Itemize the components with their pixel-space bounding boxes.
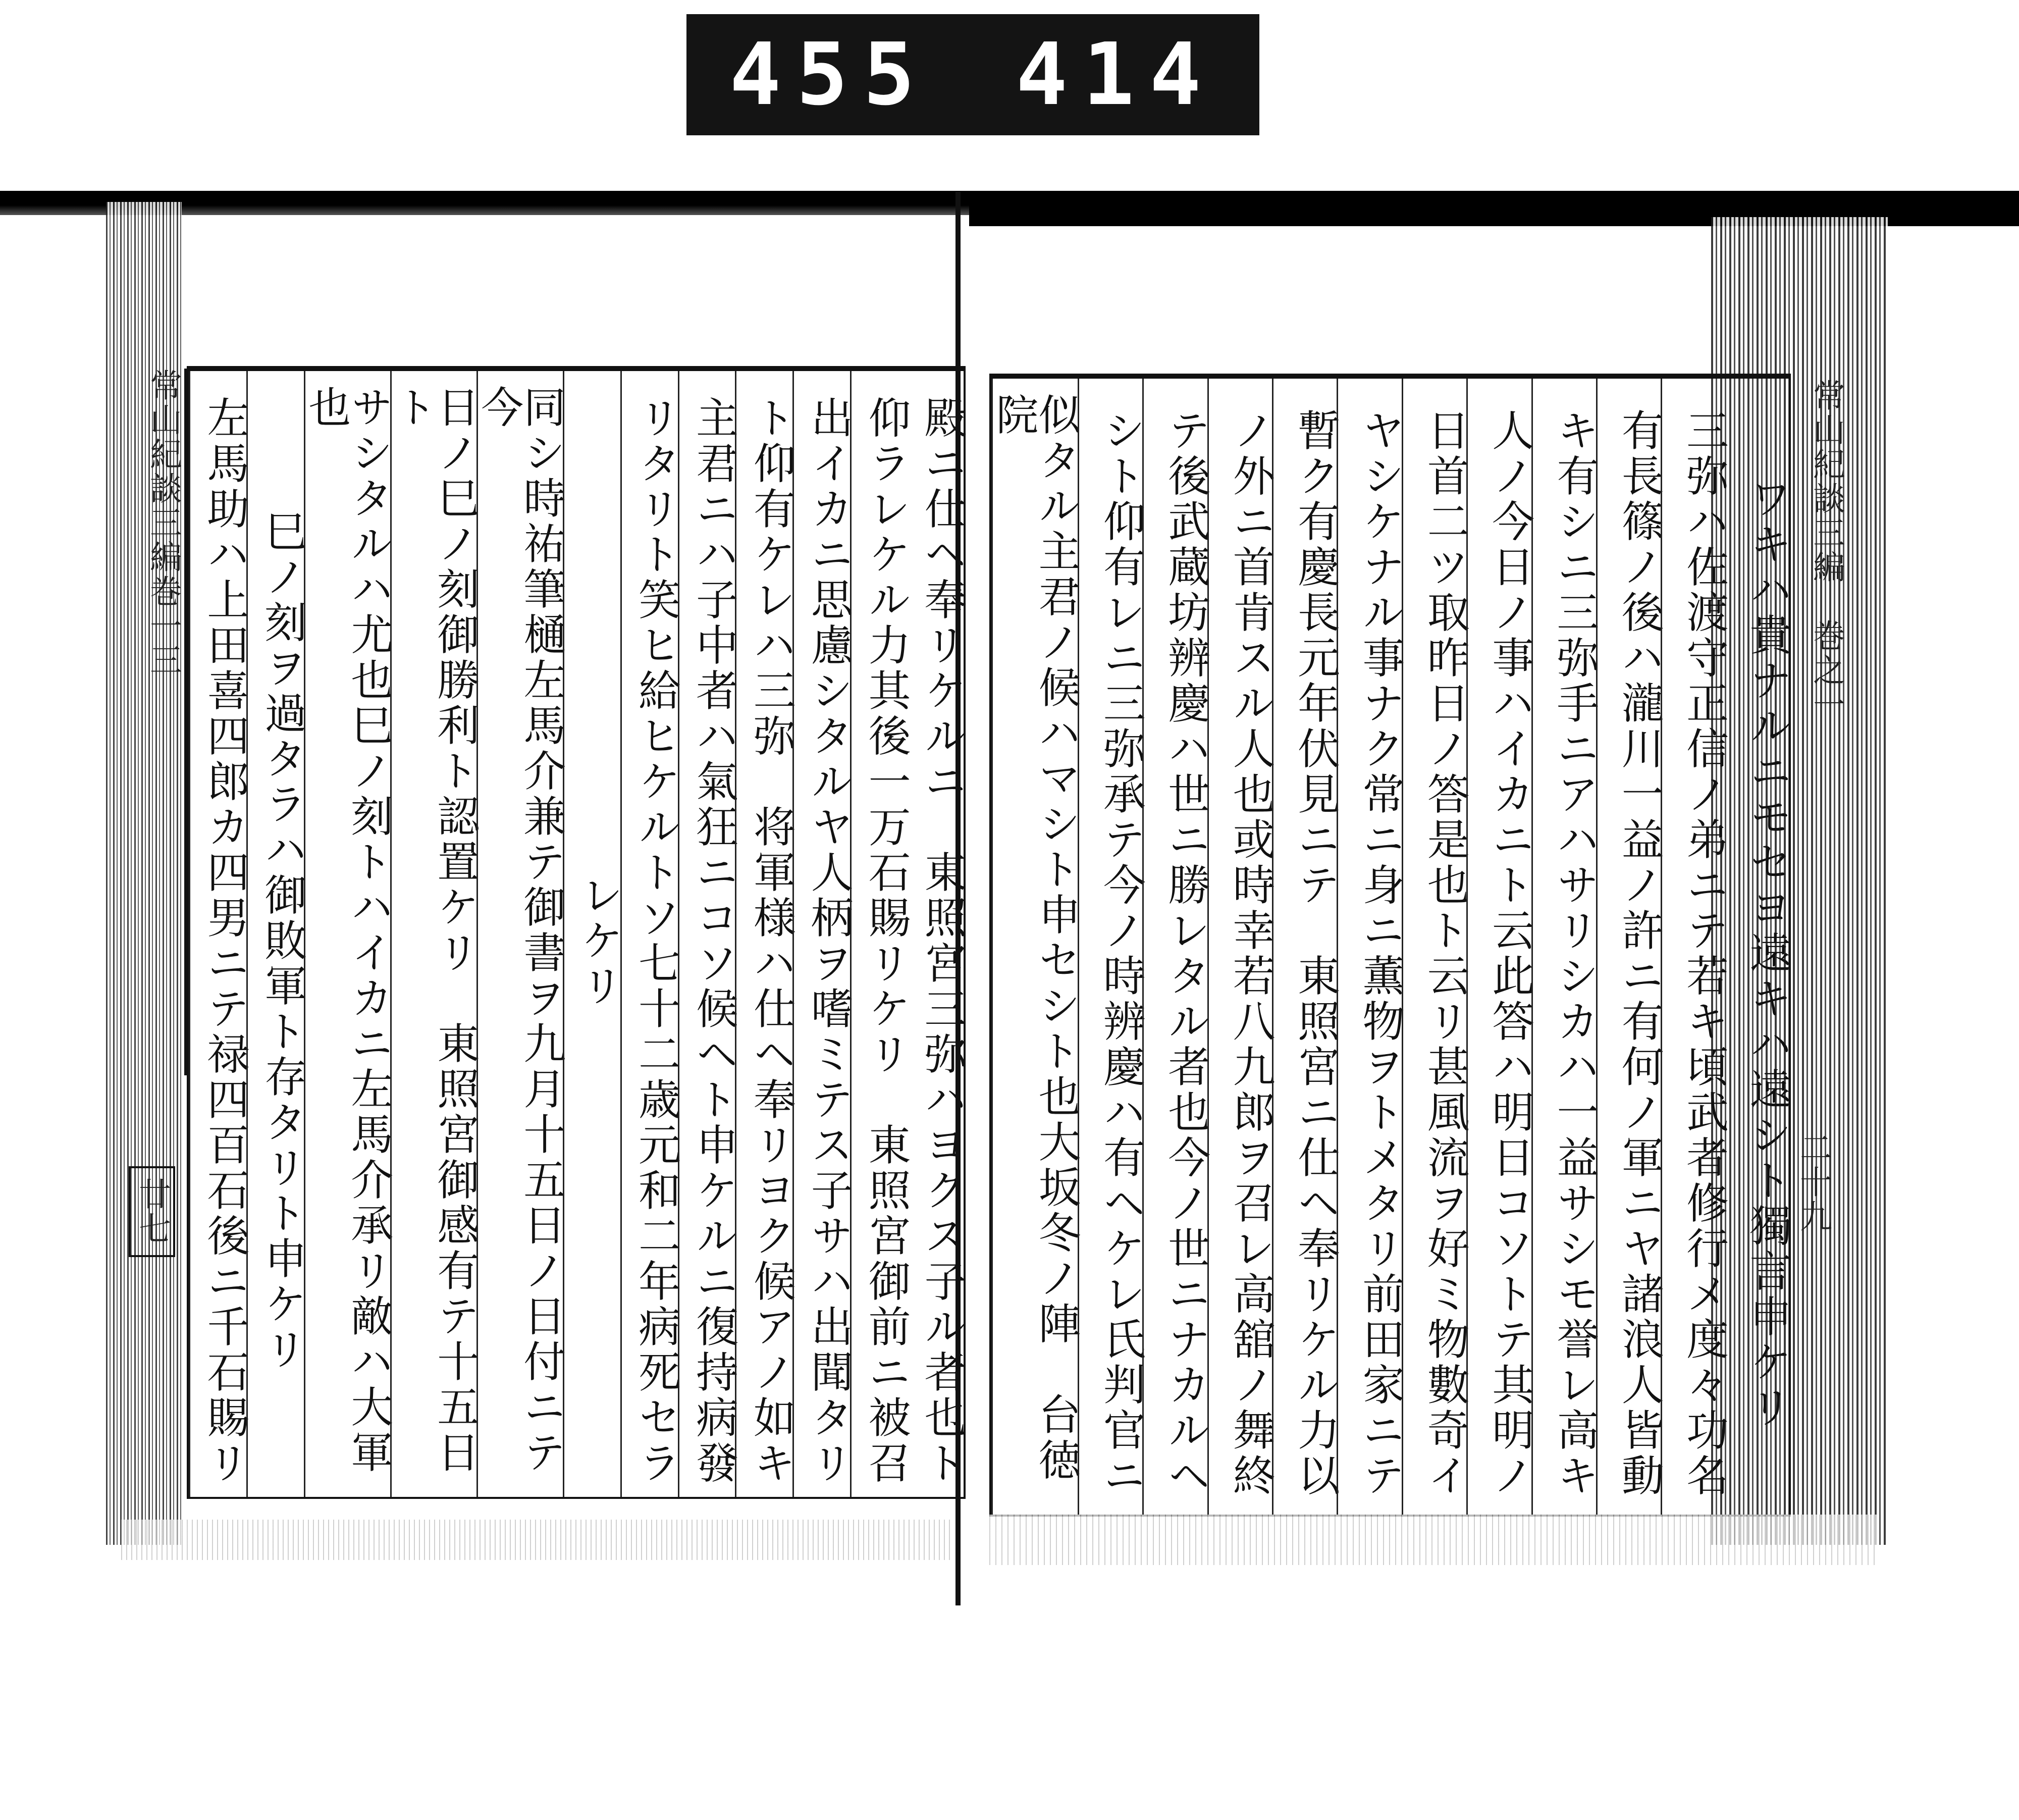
left-margin-volume: 巻一三	[144, 575, 182, 678]
archive-label	[686, 14, 1259, 135]
right-folio: 二十九	[1794, 1131, 1832, 1234]
text-column: 出イカニ思慮シタルヤ人柄ヲ嗜ミテス子サハ出聞タリ	[792, 371, 850, 1497]
right-margin-title: 常山紀談三編 巻之一	[1808, 379, 1845, 722]
text-column: テ後武蔵坊辨慶ハ世ニ勝レタル者也今ノ世ニナカルヘ	[1142, 379, 1207, 1515]
archive-number-left: 455	[729, 25, 930, 125]
text-column: 人ノ今日ノ事ハイカニト云此答ハ明日コソトテ其明ノ	[1466, 379, 1531, 1515]
text-column: リタリト笑ヒ給ヒケルトソ七十二歳元和二年病死セラ	[620, 371, 678, 1497]
text-column: 日首二ツ取昨日ノ答是也ト云リ甚風流ヲ好ミ物數奇イ	[1402, 379, 1466, 1515]
text-column: キ有シニ三弥手ニアハサリシカハ一益サシモ誉レ高キ	[1531, 379, 1596, 1515]
text-column: 同シ時祐筆樋左馬介兼テ御書ヲ九月十五日ノ日付ニテ今	[476, 371, 563, 1497]
right-page-bottom-edge	[989, 1515, 1878, 1565]
text-column: 仰ラレケル力其後一万石賜リケリ 東照宮御前ニ被召	[850, 371, 908, 1497]
text-column: ヤシケナル事ナク常ニ身ニ薫物ヲトメタリ前田家ニテ	[1337, 379, 1401, 1515]
left-margin-title-text: 常山紀談三編	[144, 369, 182, 575]
text-column: 三弥ハ佐渡守正信ノ弟ニテ若キ頃武者修行メ度々功名	[1661, 379, 1725, 1515]
text-column: 暫ク有慶長元年伏見ニテ 東照宮ニ仕ヘ奉リケル力以	[1272, 379, 1337, 1515]
right-page	[989, 374, 1845, 1520]
left-text-frame	[187, 366, 966, 1499]
text-column: 有長篠ノ後ハ瀧川一益ノ許ニ有何ノ軍ニヤ諸浪人皆動	[1596, 379, 1661, 1515]
text-column: 似タル主君ノ候ハマシト申セシト也大坂冬ノ陣 台徳院	[991, 379, 1078, 1515]
left-page-bottom-edge	[121, 1520, 954, 1560]
left-folio: 廿七	[129, 1166, 175, 1257]
text-column: 左馬助ハ上田喜四郎カ四男ニテ禄四百石後ニ千石賜リ	[189, 371, 246, 1497]
text-column: ワキハ貴ナルニモセヨ遠キハ遠シト獨言申ケリ	[1743, 477, 1792, 1431]
right-text-columns	[989, 379, 1792, 1515]
text-column: 殿ニ仕ヘ奉リケルニ 東照宮三弥ハヨクス子ル者也ト	[918, 396, 967, 1486]
left-text-columns	[189, 371, 967, 1497]
left-margin-title	[114, 369, 187, 1075]
left-page	[114, 353, 967, 1520]
archive-number-right: 414	[1016, 25, 1216, 125]
text-column: サシタルハ尤也巳ノ刻トハイカニ左馬介承リ敵ハ大軍也	[304, 371, 390, 1497]
text-column: レケリ	[563, 371, 620, 1497]
text-column: 巳ノ刻ヲ過タラハ御敗軍ト存タリト申ケリ	[246, 371, 304, 1497]
right-text-frame	[989, 374, 1791, 1517]
text-column: 主君ニハ子中者ハ氣狂ニコソ候ヘト申ケルニ復持病發	[678, 371, 735, 1497]
text-column: ノ外ニ首肯スル人也或時幸若八九郎ヲ召レ高舘ノ舞終	[1207, 379, 1272, 1515]
text-column: 日ノ巳ノ刻御勝利ト認置ケリ 東照宮御感有テ十五日ト	[390, 371, 476, 1497]
text-column: ト仰有ケレハ三弥 将軍様ハ仕ヘ奉リヨク候アノ如キ	[735, 371, 792, 1497]
text-column: シト仰有レニ三弥承テ今ノ時辨慶ハ有ヘケレ氏判官ニ	[1078, 379, 1142, 1515]
